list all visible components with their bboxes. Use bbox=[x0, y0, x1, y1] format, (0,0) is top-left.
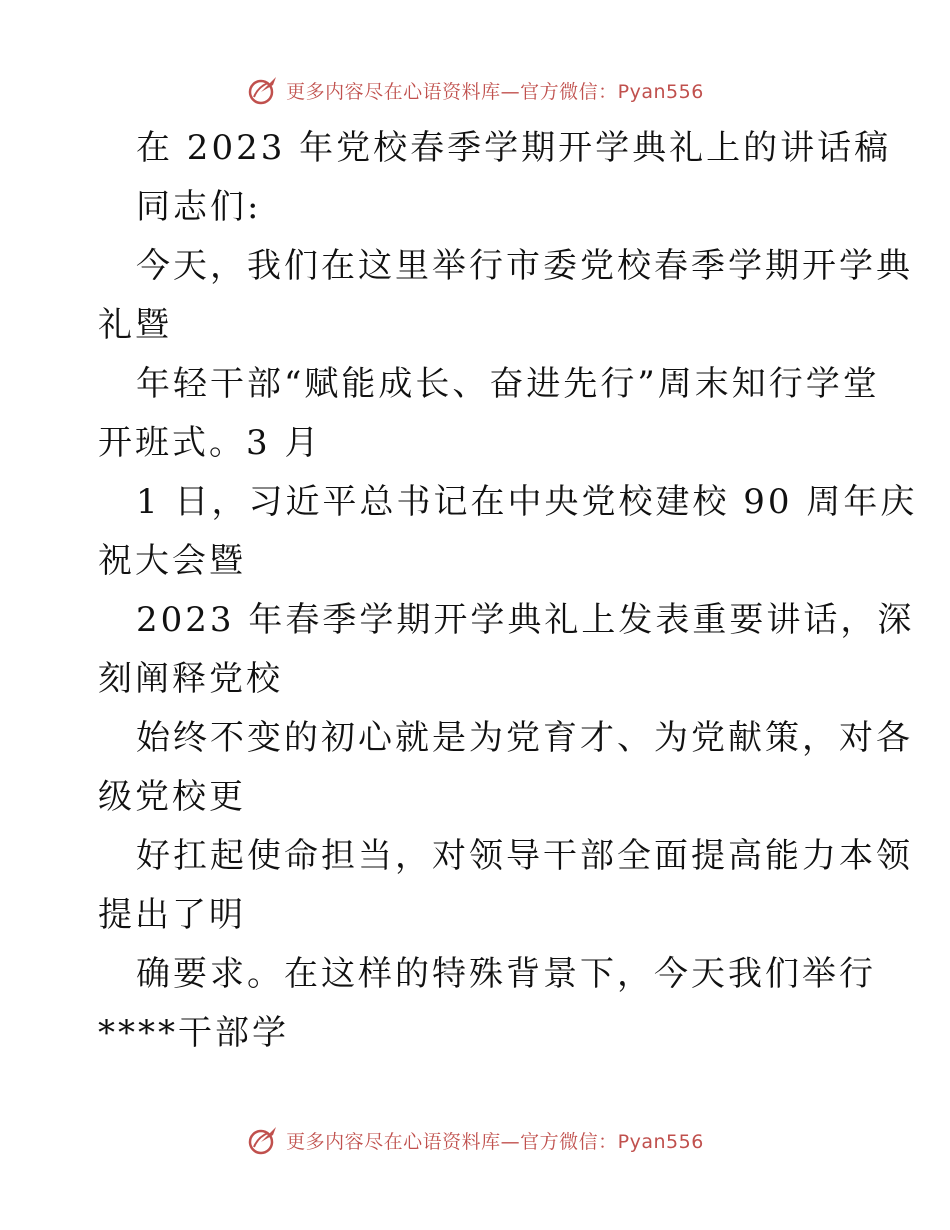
text-line: 好扛起使命担当，对领导干部全面提高能力本领 bbox=[136, 836, 913, 876]
text-line: 祝大会暨 bbox=[98, 541, 246, 581]
text-line: 礼暨 bbox=[98, 305, 172, 345]
text-line: 2023 年春季学期开学典礼上发表重要讲话，深 bbox=[136, 600, 915, 640]
watermark-handle: Pyan556 bbox=[617, 1130, 704, 1153]
quill-logo-icon bbox=[246, 1123, 280, 1157]
text-line: 年轻干部“赋能成长、奋进先行”周末知行学堂 bbox=[136, 364, 880, 404]
text-line: 级党校更 bbox=[98, 777, 246, 817]
text-line: 今天，我们在这里举行市委党校春季学期开学典 bbox=[136, 246, 913, 286]
footer-watermark bbox=[0, 1120, 950, 1160]
watermark-text: 更多内容尽在心语资料库—官方微信：Pyan556 bbox=[286, 80, 704, 103]
text-line: ****干部学 bbox=[98, 1013, 289, 1053]
quill-logo-icon bbox=[246, 73, 280, 107]
watermark-handle: Pyan556 bbox=[617, 80, 704, 103]
text-line: 1 日，习近平总书记在中央党校建校 90 周年庆 bbox=[136, 482, 918, 522]
header-watermark bbox=[0, 70, 950, 110]
watermark-text: 更多内容尽在心语资料库—官方微信：Pyan556 bbox=[286, 1130, 704, 1153]
text-line: 提出了明 bbox=[98, 895, 246, 935]
text-line: 刻阐释党校 bbox=[98, 659, 283, 699]
text-line: 确要求。在这样的特殊背景下，今天我们举行 bbox=[136, 954, 876, 994]
text-line: 开班式。3 月 bbox=[98, 423, 322, 463]
document-title: 在 2023 年党校春季学期开学典礼上的讲话稿 bbox=[136, 128, 892, 168]
text-line: 始终不变的初心就是为党育才、为党献策，对各 bbox=[136, 718, 913, 758]
salutation: 同志们: bbox=[136, 187, 262, 227]
